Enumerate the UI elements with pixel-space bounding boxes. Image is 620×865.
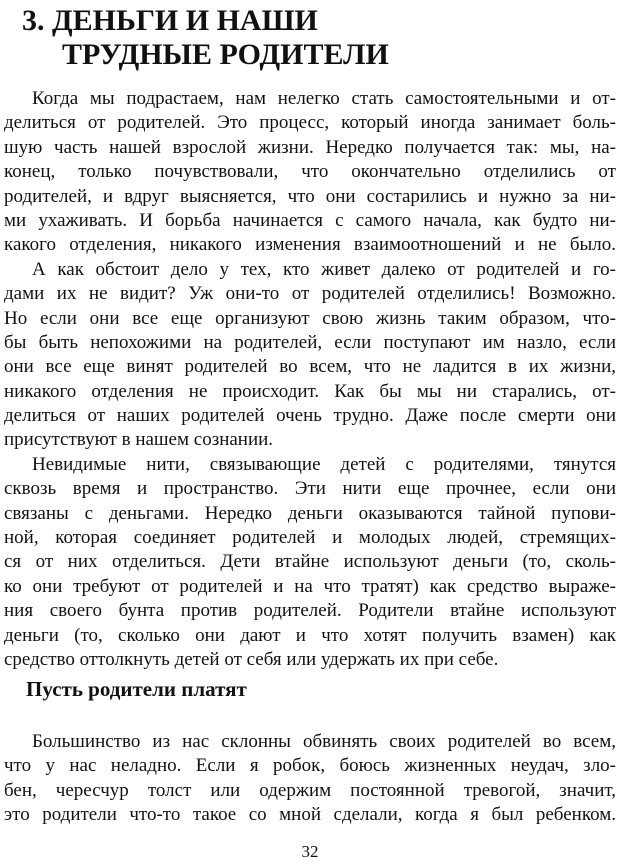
body-text-block <box>0 730 620 828</box>
text-line: они все еще винят родителей во всем, что не ладится в их жизни, <box>4 356 616 378</box>
page-number: 32 <box>301 842 319 861</box>
text-line: ми ухаживать. И борьба начинается с самого начала, как будто ни- <box>4 209 616 231</box>
text-line: что у нас неладно. Если я робок, боюсь жизненных неудач, зло- <box>4 755 616 777</box>
text-line: никакого отделения не происходит. Как бы мы ни старались, от- <box>4 380 616 402</box>
text-line: связаны с деньгами. Нередко деньги оказываются тайной пупови- <box>4 502 616 524</box>
text-line: бен, чересчур толст или одержим постоянной тревогой, значит, <box>4 779 616 801</box>
text-line: какого отделения, никакого изменения взаимоотношений и не было. <box>4 234 616 256</box>
text-line: Но если они все еще организуют свою жизнь таким образом, что- <box>4 307 616 329</box>
text-line: Невидимые нити, связывающие детей с родителями, тянутся <box>32 453 616 475</box>
chapter-title <box>22 4 389 72</box>
section-heading: Пусть родители платят <box>26 677 247 701</box>
text-line: ния своего бунта против родителей. Родители втайне используют <box>4 600 616 622</box>
text-line: А как обстоит дело у тех, кто живет далеко от родителей и го- <box>32 258 616 280</box>
text-line: сквозь время и пространство. Эти нити еще прочнее, если они <box>4 478 616 500</box>
text-line: делиться от родителей. Это процесс, который иногда занимает боль- <box>4 112 616 134</box>
text-line: деньги (то, сколько они дают и что хотят получить взамен) как <box>4 624 616 646</box>
text-line: присутствуют в нашем сознании. <box>4 429 274 451</box>
text-line: ко они требуют от родителей и на что тратят) как средство выраже- <box>4 575 616 597</box>
text-line: Когда мы подрастаем, нам нелегко стать самостоятельными и от- <box>32 88 616 109</box>
text-line: родителей, и вдруг выясняется, что они состарились и нужно за ни- <box>4 185 616 207</box>
text-line: шую часть нашей взрослой жизни. Нередко получается так: мы, на- <box>4 136 616 158</box>
text-line: бы быть непохожими на родителей, если поступают им назло, если <box>4 331 616 353</box>
text-line: ной, которая соединяет родителей и молодых людей, стремящих- <box>4 527 616 549</box>
text-line: конец, только почувствовали, что окончательно отделились от <box>4 161 616 183</box>
chapter-title-line-2: ТРУДНЫЕ РОДИТЕЛИ <box>62 38 389 71</box>
text-line: Большинство из нас склонны обвинять своих родителей во всем, <box>32 731 616 752</box>
text-line: средство оттолкнуть детей от себя или удержать их при себе. <box>4 648 499 670</box>
text-line: дами их не видит? Уж они-то от родителей отделились! Возможно. <box>4 283 616 305</box>
chapter-title-line-1: 3. ДЕНЬГИ И НАШИ <box>22 4 318 37</box>
text-line: ся от них отделиться. Дети втайне используют деньги (то, сколь- <box>4 551 616 573</box>
text-line: это родители что-то такое со мной сделали, когда я был ребенком. <box>4 804 616 826</box>
body-text-block <box>0 87 620 672</box>
text-line: делиться от наших родителей очень трудно. Даже после смерти они <box>4 405 616 427</box>
